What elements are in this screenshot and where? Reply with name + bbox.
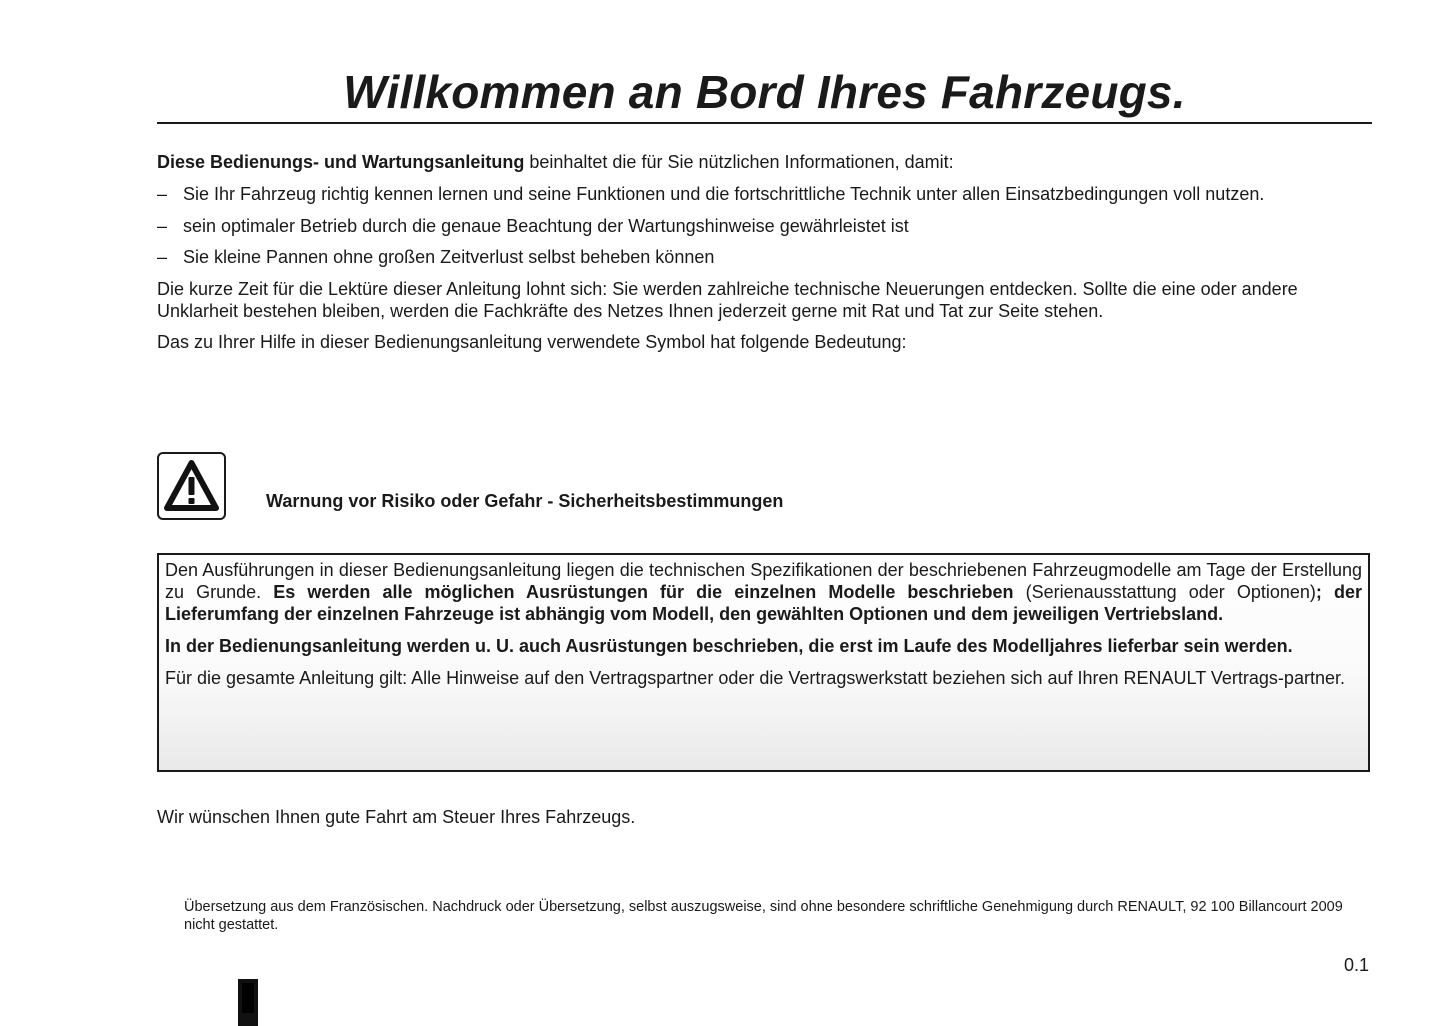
list-item-text: Sie Ihr Fahrzeug richtig kennen lernen und seine Funktionen und die fortschrittliche Technik unter allen Einsatzbedingungen voll nutzen. [183, 184, 1265, 204]
list-dash: – [157, 247, 168, 267]
specification-notice-box [157, 553, 1370, 772]
spec-text-bold: ; der Lieferumfang der einzelnen Fahrzeuge ist abhängig vom Modell, den gewählten Optionen und dem jeweiligen Vertriebsland. [165, 582, 1363, 624]
warning-triangle-icon [157, 452, 226, 520]
title-divider [157, 122, 1372, 124]
intro-bold: Diese Bedienungs- und Wartungsanleitung [157, 152, 525, 172]
chapter-edge-marker [238, 979, 258, 1026]
list-dash: – [157, 216, 168, 236]
warning-label: Warnung vor Risiko oder Gefahr - Sicherheitsbestimmungen [266, 491, 784, 511]
reading-paragraph: Die kurze Zeit für die Lektüre dieser Anleitung lohnt sich: Sie werden zahlreiche technische Neuerungen entdecken. Sollte die eine oder andere Unklarheit bestehen bleiben, werden die Fachkräfte des Netzes Ihnen jederzeit gerne mit Rat und Tat zur Seite stehen. [157, 279, 1298, 321]
intro-paragraph [157, 151, 1372, 173]
copyright-footnote: Übersetzung aus dem Französischen. Nachdruck oder Übersetzung, selbst auszugsweise, sind ohne besondere schriftliche Genehmigung durch RENAULT, 92 100 Billancourt 2009 nicht gestattet. [184, 899, 1343, 933]
spec-paragraph-1 [165, 559, 1362, 625]
list-item [157, 215, 909, 237]
list-item-text: sein optimaler Betrieb durch die genaue Beachtung der Wartungshinweise gewährleistet ist [183, 216, 909, 236]
spec-text-bold: Es werden alle möglichen Ausrüstungen für die einzelnen Modelle beschrieben [273, 582, 1014, 602]
symbol-paragraph: Das zu Ihrer Hilfe in dieser Bedienungsanleitung verwendete Symbol hat folgende Bedeutung: [157, 332, 907, 352]
spec-paragraph-2: In der Bedienungsanleitung werden u. U. auch Ausrüstungen beschrieben, die erst im Laufe des Modelljahres lieferbar sein werden. [165, 636, 1293, 656]
spec-paragraph-3: Für die gesamte Anleitung gilt: Alle Hinweise auf den Vertragspartner oder die Vertragswerkstatt beziehen sich auf Ihren RENAULT Vertrags-partner. [165, 668, 1345, 688]
list-item [157, 183, 1264, 205]
page-number: 0.1 [1344, 955, 1370, 975]
page-title: Willkommen an Bord Ihres Fahrzeugs. [343, 66, 1186, 118]
farewell-text: Wir wünschen Ihnen gute Fahrt am Steuer Ihres Fahrzeugs. [157, 807, 636, 827]
list-item [157, 246, 714, 268]
spec-text: (Serienausstattung oder Optionen) [1013, 582, 1316, 602]
list-item-text: Sie kleine Pannen ohne großen Zeitverlust selbst beheben können [183, 247, 715, 267]
intro-rest: beinhaltet die für Sie nützlichen Informationen, damit: [524, 152, 954, 172]
list-dash: – [157, 184, 168, 204]
spec-text: Den Ausführungen in dieser Bedienungsanleitung liegen die technischen Spezifikationen der beschriebenen Fahrzeugmodelle am Tage der Erstellung zu Grunde. [165, 560, 1362, 602]
